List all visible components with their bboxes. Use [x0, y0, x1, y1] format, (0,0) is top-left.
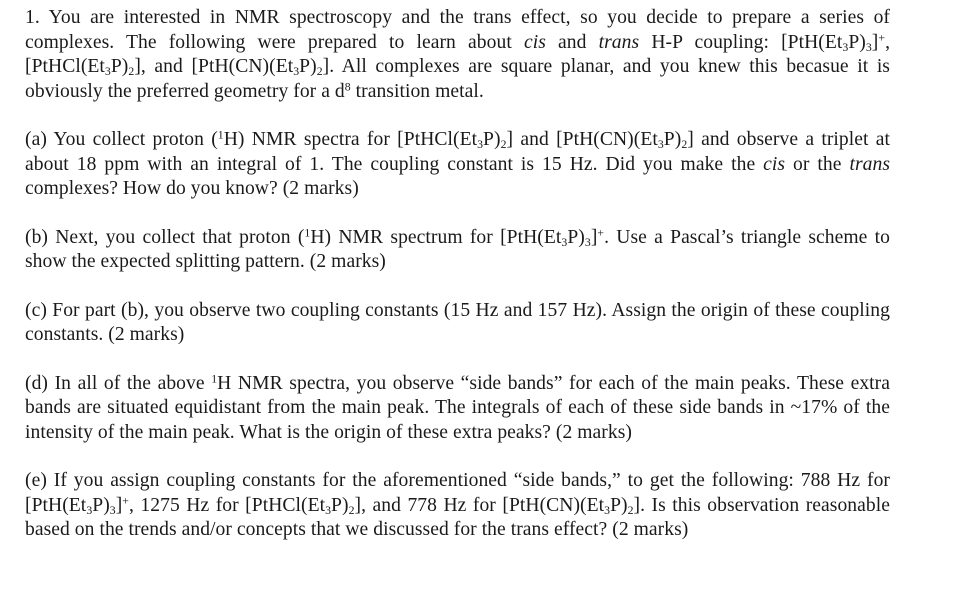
- question-part-a: (a) You collect proton ($^1$H) NMR spectra for $[PtHCl(Et_3P)_2]$ and $[PtH(CN)(Et_3P)_2]$ and observe a triplet at about 18 ppm with an integral of 1. The coupling constant is 15 Hz. Did you make the cis or the trans complexes? How do you know? (2 marks): [25, 128, 891, 199]
- question-part-e: (e) If you assign coupling constants for the aforementioned “side bands,” to get the following: 788 Hz for $[PtH(Et_3P)_3]^+$, 1275 Hz for $[PtHCl(Et_3P)_2]$, and 778 Hz for $[PtH(CN)(Et_3P)_2]$. Is this observation reasonable based on the trends and/or concepts that we discussed for the trans effect? (2 marks): [25, 470, 890, 540]
- question-intro: 1. You are interested in NMR spectroscopy and the trans effect, so you decide to prepare a series of complexes. The following were prepared to learn about cis and trans H-P coupling: $[PtH(Et_3P)_3]^+$, $[PtHCl(Et_3P)_2]$, and $[PtH(CN)(Et_3P)_2]$. All complexes are square planar, and you knew this becasue it is obviously the preferred geometry for a $d^8$ transition metal.: [25, 7, 891, 102]
- question-part-d: (d) In all of the above $^1$H NMR spectra, you observe “side bands” for each of the main peaks. These extra bands are situated equidistant from the main peak. The integrals of each of these side bands in ~17% of the intensity of the main peak. What is the origin of these extra peaks? (2 marks): [25, 372, 890, 443]
- document-page: [25, 6, 890, 543]
- question-part-b: (b) Next, you collect that proton ($^1$H) NMR spectrum for $[PtH(Et_3P)_3]^+$. Use a Pascal’s triangle scheme to show the expected splitting pattern. (2 marks): [25, 226, 890, 272]
- question-part-c: (c) For part (b), you observe two coupling constants (15 Hz and 157 Hz). Assign the origin of these coupling constants. (2 marks): [25, 299, 890, 345]
